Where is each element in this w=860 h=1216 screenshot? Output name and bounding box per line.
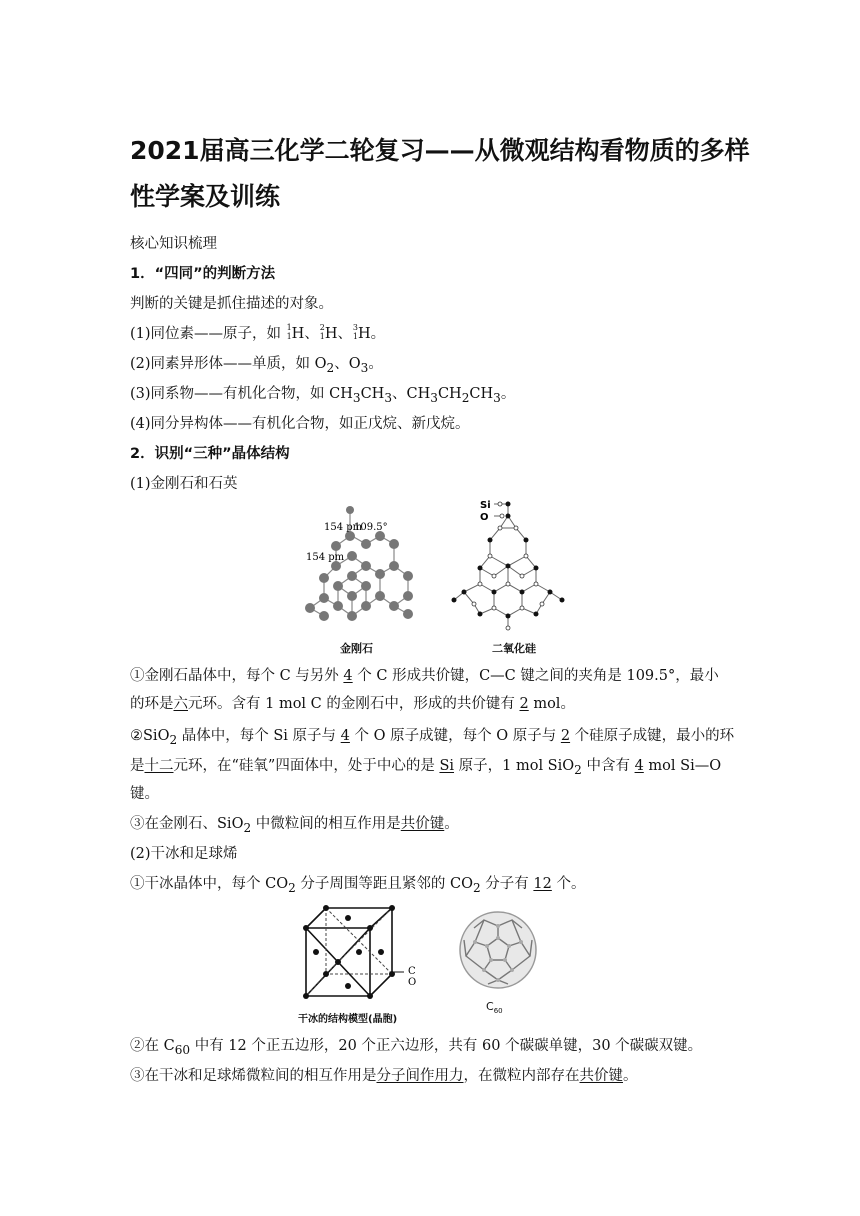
item-isotope: (1)同位素——原子，如 1 1 H、 2 1 H、 3 1 H。 [130,323,386,342]
bond-length-label-top: 154 pm [324,522,363,533]
dry-ice-c60-figure [296,900,576,1020]
interaction-text-2: ③在干冰和足球烯微粒间的相互作用是分子间作用力，在微粒内部存在共价键。 [130,1068,638,1084]
dry-ice-text: ①干冰晶体中，每个 $CO_2$ 分子周围等距且紧邻的 $CO_2$ 分子有 12 个。 [130,876,586,895]
subheading-diamond-quartz: (1)金刚石和石英 [130,476,238,492]
isotope-h3: 3 1 [352,323,358,341]
c60-text: ②在 $C_{60}$ 中有 12 个正五边形，20 个正六边形，共有 60 个碳碳单键，30 个碳碳双键。 [130,1038,703,1057]
item-isomer: (4)同分异构体——有机化合物，如正戊烷、新戊烷。 [130,416,470,432]
interaction-text-1: ③在金刚石、SiO$_2$ 中微粒间的相互作用是共价键。 [130,816,459,835]
diamond-text-line1: ①金刚石晶体中，每个 C 与另外 4 个 C 形成共价键，C—C 键之间的夹角是 109.5°，最小 [130,668,719,684]
document-title: 2021届高三化学二轮复习——从微观结构看物质的多样性学案及训练 [130,136,750,211]
subheading-dry-ice-fullerene: (2)干冰和足球烯 [130,846,238,862]
silica-text-line1: ②SiO$_2$ 晶体中，每个 Si 原子与 4 个 O 原子成键，每个 O 原子与 2 个硅原子成键，最小的环 [130,728,735,747]
bond-length-label-bottom: 154 pm [306,552,345,563]
dry-ice-caption: 干冰的结构模型(晶胞) [298,1014,398,1025]
silica-caption: 二氧化硅 [492,642,536,655]
isotope-h2: 2 1 [319,323,325,341]
c60-caption: $C_{60}$ [486,1000,503,1016]
paragraph-key: 判断的关键是抓住描述的对象。 [130,296,333,312]
si-legend-label: Si [480,500,491,511]
heading-four-same: 1．“四同”的判断方法 [130,266,276,282]
o-legend-label: O [480,512,489,523]
diamond-text-line2: 的环是六元环。含有 1 mol C 的金刚石中，形成的共价键有 2 mol。 [130,696,575,712]
silica-text-line3: 键。 [130,786,159,802]
bond-angle-label: 109.5° [354,522,388,533]
item-homolog: (3)同系物——有机化合物，如 $CH_3CH_3$、$CH_3CH_2CH_3$。 [130,386,516,405]
diamond-silica-figure [290,496,580,661]
heading-three-crystals: 2．识别“三种”晶体结构 [130,446,290,462]
carbon-legend-label: C [408,966,416,977]
diamond-caption: 金刚石 [340,642,373,655]
item-allotrope: (2)同素异形体——单质，如 $O_2$、$O_3$。 [130,356,383,375]
silica-text-line2: 是十二元环，在“硅氧”四面体中，处于中心的是 Si 原子，1 mol SiO$_2$ 中含有 4 mol Si—O [130,758,722,777]
isotope-h1: 1 1 [286,323,292,341]
section-label: 核心知识梳理 [130,236,217,252]
oxygen-legend-label: O [408,977,417,988]
